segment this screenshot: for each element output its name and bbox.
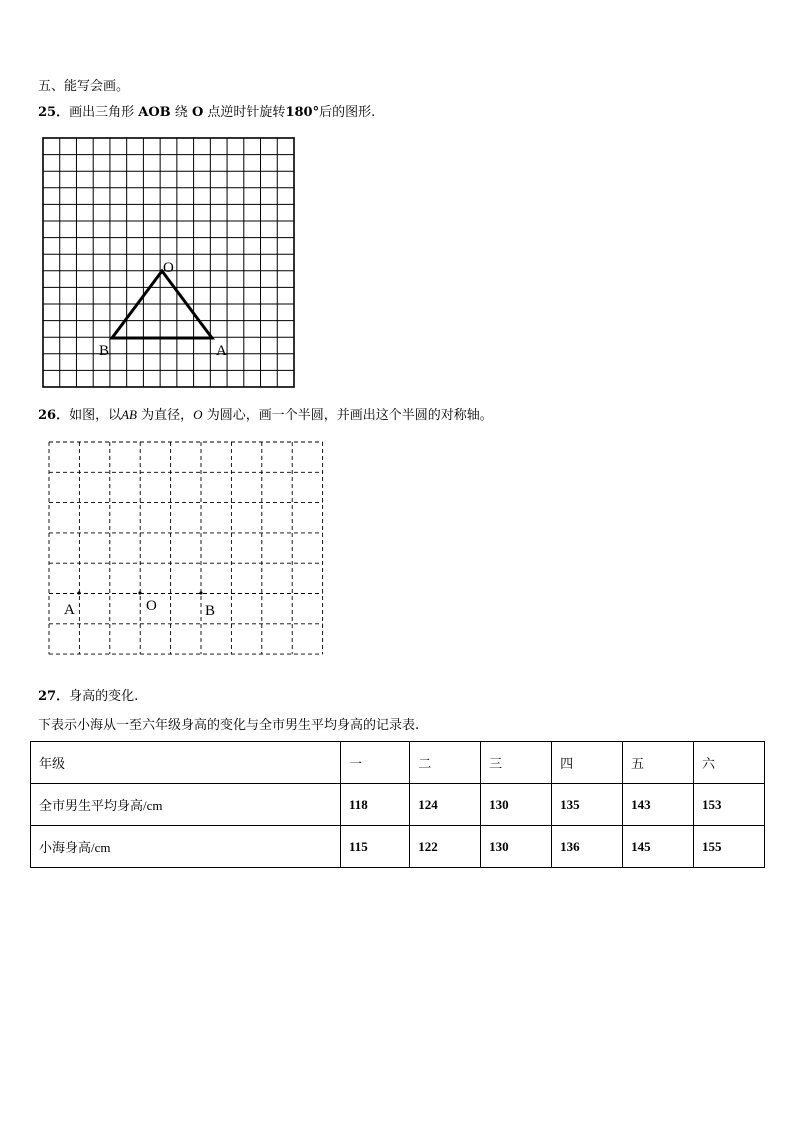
table-row <box>31 784 765 826</box>
q27-title: 身高的变化. <box>69 689 139 704</box>
q25-label-b: B <box>99 343 110 359</box>
table-cell: 155 <box>694 826 765 868</box>
q26-o: O <box>193 407 203 422</box>
table-cell: 143 <box>623 784 694 826</box>
q26-text-c: 为圆心，画一个半圆，并画出这个半圆的对称轴。 <box>206 408 493 423</box>
table-row <box>31 826 765 868</box>
q25-prompt <box>38 105 375 121</box>
table-cell: 122 <box>410 826 481 868</box>
q25-label-a: A <box>216 343 227 359</box>
table-cell: 118 <box>341 784 410 826</box>
q25-text-a: 画出三角形 <box>69 105 135 120</box>
q26-label-o: O <box>146 598 157 614</box>
table-header-row <box>31 742 765 784</box>
row-label: 小海身高/cm <box>31 826 341 868</box>
table-cell: 136 <box>552 826 623 868</box>
table-cell: 124 <box>410 784 481 826</box>
q26-point-o <box>138 591 141 594</box>
q26-point-b <box>199 591 202 594</box>
q26-prompt <box>38 407 493 424</box>
q25-shape: AOB <box>138 105 171 120</box>
q26-grid-figure <box>48 441 324 655</box>
q25-point: O <box>191 105 204 120</box>
table-header-cell: 一 <box>341 742 410 784</box>
height-record-table <box>30 741 765 868</box>
q26-label-a: A <box>64 602 75 618</box>
table-cell: 130 <box>481 826 552 868</box>
table-header-cell: 五 <box>623 742 694 784</box>
q25-number: 25． <box>38 105 70 120</box>
q25-text-d: 后的图形. <box>319 105 376 120</box>
q27-title-line <box>38 689 138 705</box>
table-cell: 115 <box>341 826 410 868</box>
section-heading: 五、能写会画。 <box>38 79 130 94</box>
q25-text-c: 点逆时针旋转 <box>207 105 286 120</box>
q26-point-a <box>77 591 80 594</box>
table-cell: 135 <box>552 784 623 826</box>
q25-label-o: O <box>163 260 174 276</box>
q25-angle: 180° <box>285 105 320 120</box>
q26-ab: AB <box>121 407 137 422</box>
q26-text-b: 为直径， <box>141 408 194 423</box>
q26-text-a: 如图，以 <box>69 408 122 423</box>
table-header-cell: 六 <box>694 742 765 784</box>
table-header-cell: 二 <box>410 742 481 784</box>
q25-grid-figure <box>42 137 296 389</box>
table-cell: 145 <box>623 826 694 868</box>
table-cell: 153 <box>694 784 765 826</box>
q27-intro: 下表示小海从一至六年级身高的变化与全市男生平均身高的记录表. <box>38 718 420 733</box>
q27-number: 27． <box>38 689 70 704</box>
q26-label-b: B <box>205 603 216 619</box>
q26-dashed-grid <box>49 442 323 654</box>
row-label: 全市男生平均身高/cm <box>31 784 341 826</box>
q25-text-b: 绕 <box>174 105 188 120</box>
q26-number: 26． <box>38 408 70 423</box>
table-header-cell: 三 <box>481 742 552 784</box>
table-header-cell: 年级 <box>31 742 341 784</box>
table-cell: 130 <box>481 784 552 826</box>
table-header-cell: 四 <box>552 742 623 784</box>
